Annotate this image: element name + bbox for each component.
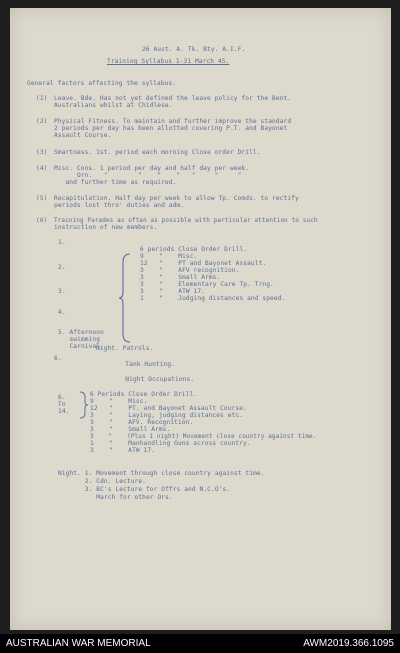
factor-4-line-2: Orn. " " " " " " " xyxy=(54,172,242,179)
s1-sched-1: 6 periods Close Order Drill. xyxy=(140,246,248,253)
s2-sched-6: 3 " Small Arms. xyxy=(90,426,171,433)
footer-institution: AUSTRALIAN WAR MEMORIAL xyxy=(6,638,151,649)
factor-5-line-1: Recapitulation. Half day per week to allow Tp. Comds. to rectify xyxy=(54,195,299,202)
s2-sched-8: 1 " Manhandling Guns across country. xyxy=(90,440,251,447)
s2-day-from: 6. xyxy=(58,394,66,401)
s1-sched-3: 12 " PT and Bayonet Assault. xyxy=(140,260,267,267)
night2-line-2: 2. Cdn. Lecture. xyxy=(58,478,146,485)
s2-day-end: 14. xyxy=(58,408,70,415)
factor-6-num: (6) xyxy=(36,217,48,224)
document-page xyxy=(10,8,391,630)
brace-icon xyxy=(78,390,90,420)
factor-2-line-3: Assault Course. xyxy=(54,132,112,139)
factor-6-line-2: instruction of new members. xyxy=(54,224,158,231)
s2-sched-2: 9 " Misc. xyxy=(90,398,148,405)
s1-day-1: 1. xyxy=(58,239,66,246)
factor-1-line-1: Leave. Bde. Has not yet defined the leave policy for the Bent. xyxy=(54,95,292,102)
s2-sched-4: 3 " Laying, judging distances etc. xyxy=(90,412,244,419)
night2-line-4: March for other Ors. xyxy=(58,494,173,501)
s1-sched-8: 1 " Judging distances and speed. xyxy=(140,295,286,302)
s1-day-4: 4. xyxy=(58,309,66,316)
s2-day-to: To xyxy=(58,401,66,408)
factor-4-line-3: and further time as required. xyxy=(54,179,177,186)
night2-line-1: Night. 1. Movement through close country against time. xyxy=(58,470,265,477)
factor-6-line-1: Training Parades as often as possible with particular attention to such xyxy=(54,217,318,224)
factor-5-num: (5) xyxy=(36,195,48,202)
night-item-2: Tank Hunting. xyxy=(110,361,176,368)
s1-day-2: 2. xyxy=(58,264,66,271)
s2-sched-1: 6 Periods Close Order Drill. xyxy=(90,391,198,398)
s2-sched-3: 12 " PT. and Bayonet Assault Course. xyxy=(90,405,247,412)
factor-2-num: (2) xyxy=(36,118,48,125)
s1-day-3: 3. xyxy=(58,288,66,295)
intro-line: General factors affecting the syllabus. xyxy=(27,80,177,87)
factor-1-num: (1) xyxy=(36,95,48,102)
s2-sched-5: 3 " AFV. Recognition. xyxy=(90,419,194,426)
factor-2-line-1: Physical Fitness. To maintain and further improve the standard xyxy=(54,118,292,125)
night2-line-3: 3. BC's Lecture for Offrs and N.C.O's. xyxy=(58,486,231,493)
s1-sched-7: 3 " ATW 17. xyxy=(140,288,206,295)
s1-sched-2: 9 " Misc. xyxy=(140,253,198,260)
syllabus-title: Training Syllabus 1-31 March 45. xyxy=(107,58,230,65)
unit-header: 26 Aust. A. Tk. Bty. A.I.F. xyxy=(142,46,246,53)
s1-day-5b: swimming xyxy=(58,336,101,343)
footer-bar xyxy=(0,634,400,653)
factor-3-line-1: Smartness. 1st. period each morning Close order Drill. xyxy=(54,149,261,156)
night-item-3: Night Occupations. xyxy=(110,376,195,383)
footer-accession-id: AWM2019.366.1095 xyxy=(303,638,394,649)
s1-sched-4: 3 " AFV recognition. xyxy=(140,267,240,274)
s2-sched-7: 3 " (Plus 1 night) Movement close country against time. xyxy=(90,433,317,440)
factor-2-line-2: 2 periods per day has been allotted covering P.T. and Bayonet xyxy=(54,125,288,132)
s1-day-5: 5. Afternoon xyxy=(58,329,104,336)
s1-sched-6: 3 " Elementary Care Tp. Trng. xyxy=(140,281,274,288)
s1-sched-5: 3 " Small Arms. xyxy=(140,274,221,281)
factor-4-line-1: Misc. Cons. 1 period per day and half day per week. xyxy=(54,165,250,172)
night-item-1: Night. Patrols. xyxy=(96,345,154,352)
s1-day-5c: Carnival. xyxy=(58,343,104,350)
factor-5-line-2: periods lost thro' duties and adm. xyxy=(54,202,185,209)
factor-1-line-2: Australians whilst at Chidlese. xyxy=(54,102,173,109)
s2-sched-9: 3 " ATW 17. xyxy=(90,447,156,454)
factor-3-num: (3) xyxy=(36,149,48,156)
s1-day-marker: 6. xyxy=(54,355,62,362)
brace-icon xyxy=(118,252,138,344)
factor-4-num: (4) xyxy=(36,165,48,172)
